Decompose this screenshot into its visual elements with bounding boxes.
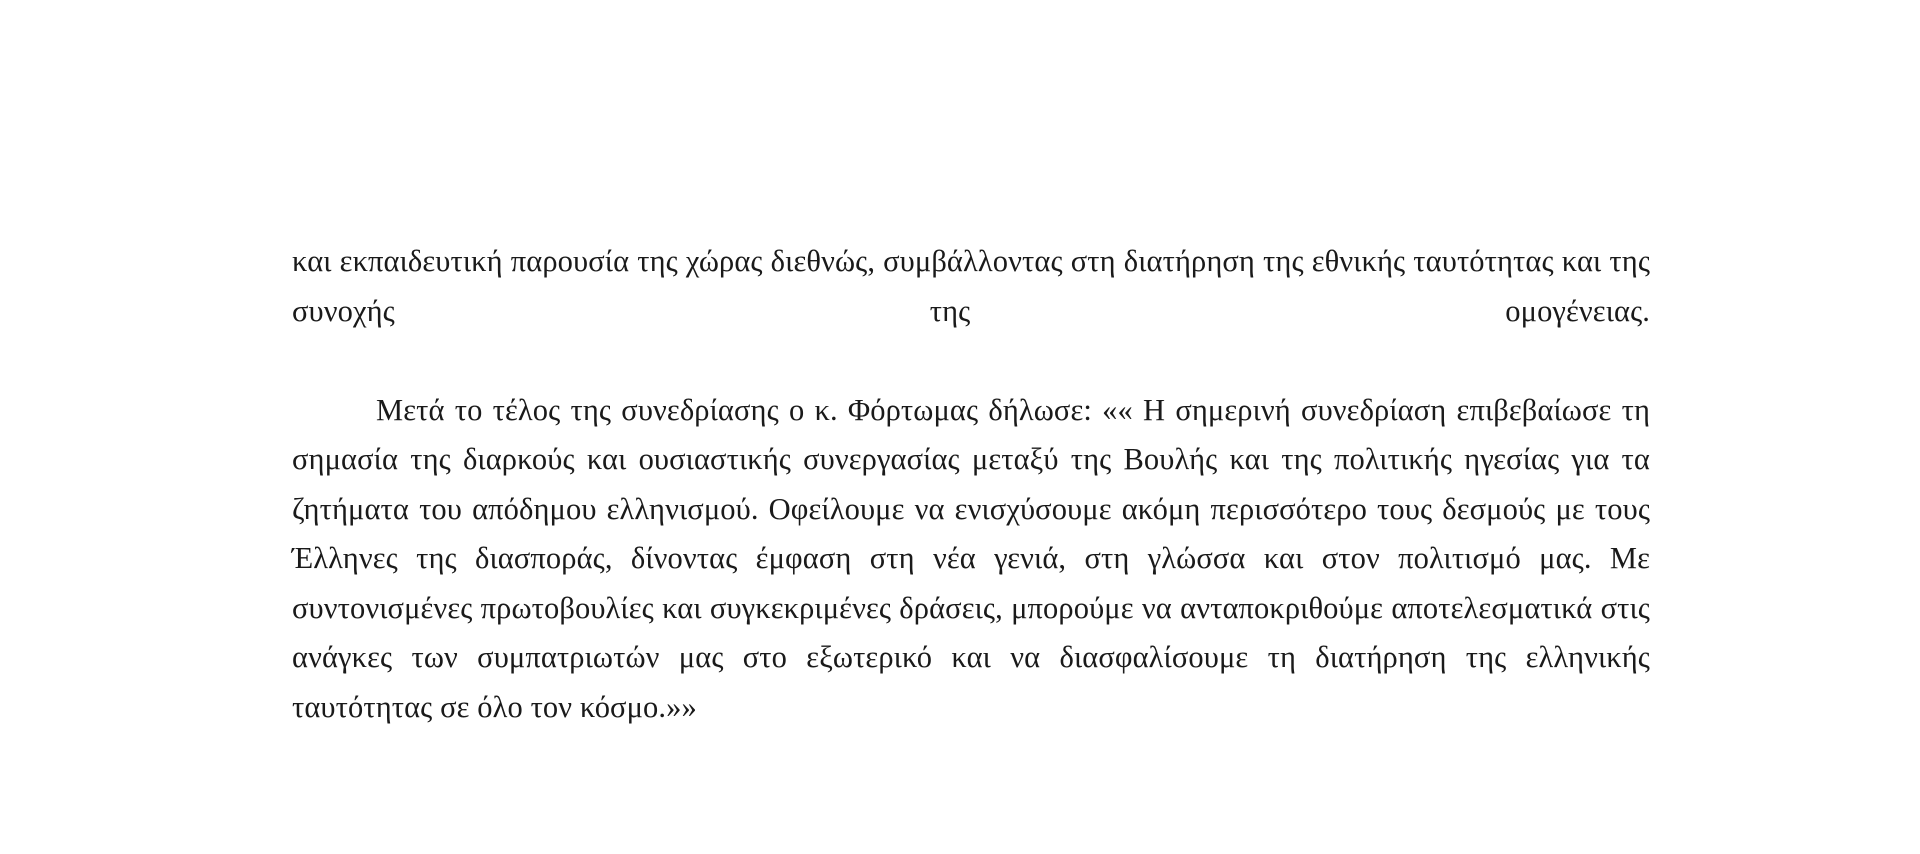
paragraph-continued: και εκπαιδευτική παρουσία της χώρας διεθνώς, συμβάλλοντας στη διατήρηση της εθνικής ταυτότητας και της συνοχής της ομογένειας. (292, 244, 1650, 328)
document-text-block (292, 237, 1650, 732)
paragraph-statement: Μετά το τέλος της συνεδρίασης ο κ. Φόρτωμας δήλωσε: «« Η σημερινή συνεδρίαση επιβεβαίωσε τη σημασία της διαρκούς και ουσιαστικής συνεργασίας μεταξύ της Βουλής και της πολιτικής ηγεσίας για τα ζητήματα του απόδημου ελληνισμού. Οφείλουμε να ενισχύσουμε ακόμη περισσότερο τους δεσμούς με τους Έλληνες της διασποράς, δίνοντας έμφαση στη νέα γενιά, στη γλώσσα και στον πολιτισμό μας. Με συντονισμένες πρωτοβουλίες και συγκεκριμένες δράσεις, μπορούμε να ανταποκριθούμε αποτελεσματικά στις ανάγκες των συμπατριωτών μας στο εξωτερικό και να διασφαλίσουμε τη διατήρηση της ελληνικής ταυτότητας σε όλο τον κόσμο.»» (292, 392, 1650, 724)
